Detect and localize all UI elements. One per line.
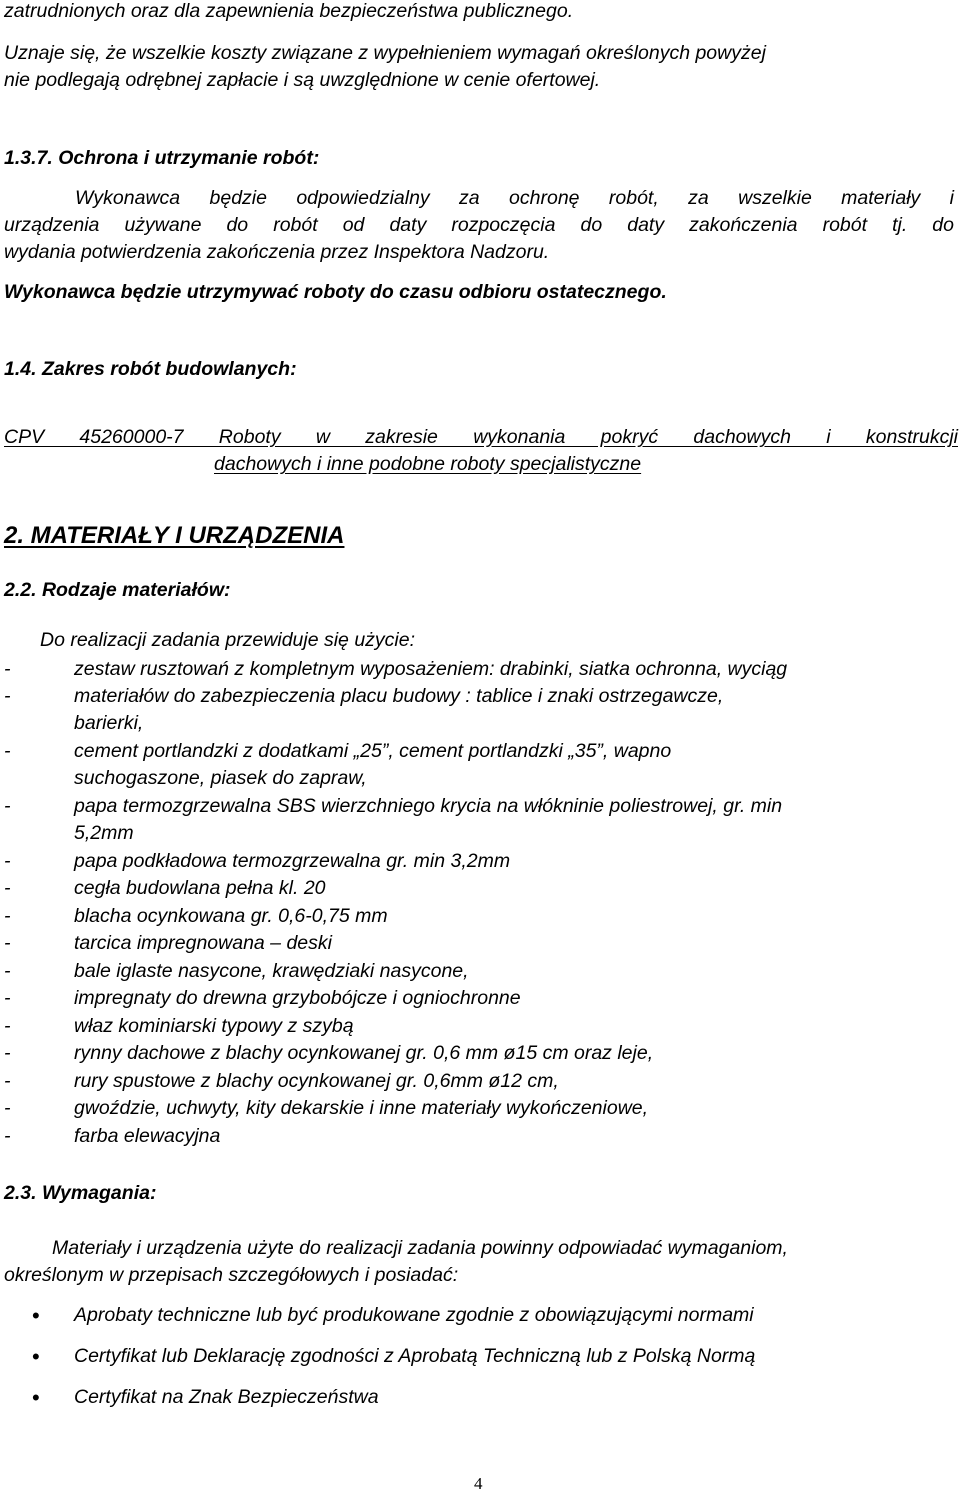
cpv-line: CPV 45260000-7 Roboty w zakresie wykonania pokryć dachowych i konstrukcji (4, 426, 958, 448)
dash: - (4, 1097, 11, 1119)
paragraph-line: określonym w przepisach szczegółowych i posiadać: (4, 1264, 459, 1286)
text-line: nie podlegają odrębnej zapłacie i są uwzględnione w cenie ofertowej. (4, 69, 601, 91)
bullet-icon: • (32, 1385, 40, 1410)
section-heading-1-4: 1.4. Zakres robót budowlanych: (4, 358, 297, 380)
materials-list: - zestaw rusztowań z kompletnym wyposażeniem: drabinki, siatka ochronna, wyciąg - materiałów do zabezpieczenia placu budowy : tablice i znaki ostrzegawcze, barierki, - cement portlandzki z dodatkami „25”, cement portlandzki „35”, wapno suchogaszone, piasek do zapraw, - papa termozgrzewalna SBS wierzchniego krycia na włókninie poliestrowej, gr. min 5,2mm - papa podkładowa termozgrzewalna gr. min 3,2mm - cegła budowlana pełna kl. 20 - blacha ocynkowana gr. 0,6-0,75 mm - tarcica impregnowana – deski - bale iglaste nasycone, krawędziaki nasycone, - impregnaty do drewna grzybobójcze i ogniochronne - właz kominiarski typowy z szybą - rynny dachowe z blachy ocynkowanej gr. 0,6 mm ø15 cm oraz leje, - rury spustowe z blachy ocynkowanej gr. 0,6mm ø12 cm, - gwoździe, uchwyty, kity dekarskie i inne materiały wykończeniowe, - farba elewacyjna (0, 656, 960, 1156)
dash: - (4, 877, 11, 899)
requirements-list: • Aprobaty techniczne lub być produkowane zgodnie z obowiązującymi normami • Certyfikat lub Deklarację zgodności z Aprobatą Techniczną lub z Polską Normą • Certyfikat na Znak Bezpieczeństwa (32, 1303, 756, 1410)
dash: - (4, 960, 11, 982)
bullet-icon: • (32, 1303, 40, 1328)
text-line: zatrudnionych oraz dla zapewnienia bezpieczeństwa publicznego. (4, 0, 574, 22)
dash: - (4, 850, 11, 872)
paragraph-line: urządzenia używane do robót od daty rozpoczęcia do daty zakończenia robót tj. do (4, 214, 954, 236)
bullet-icon: • (32, 1344, 40, 1369)
dash: - (4, 740, 11, 762)
paragraph-line: wydania potwierdzenia zakończenia przez Inspektora Nadzoru. (4, 241, 550, 263)
section-heading-2-2: 2.2. Rodzaje materiałów: (4, 579, 231, 601)
dash: - (4, 1015, 11, 1037)
section-heading-1-3-7: 1.3.7. Ochrona i utrzymanie robót: (4, 147, 320, 169)
paragraph-line: Wykonawca będzie odpowiedzialny za ochronę robót, za wszelkie materiały i (75, 187, 954, 209)
chapter-heading: 2. MATERIAŁY I URZĄDZENIA (4, 522, 345, 549)
cpv-line: dachowych i inne podobne roboty specjalistyczne (214, 453, 642, 475)
page-number: 4 (474, 1474, 483, 1493)
dash: - (4, 658, 11, 680)
text-line: Uznaje się, że wszelkie koszty związane z wypełnieniem wymagań określonych powyżej (4, 42, 766, 64)
dash: - (4, 1042, 11, 1064)
bold-statement: Wykonawca będzie utrzymywać roboty do czasu odbioru ostatecznego. (4, 281, 667, 303)
dash: - (4, 932, 11, 954)
dash: - (4, 1125, 11, 1147)
paragraph-line: Materiały i urządzenia użyte do realizacji zadania powinny odpowiadać wymaganiom, (52, 1237, 788, 1259)
dash: - (4, 795, 11, 817)
dash: - (4, 905, 11, 927)
list-intro: Do realizacji zadania przewiduje się użycie: (40, 629, 416, 651)
dash: - (4, 987, 11, 1009)
dash: - (4, 685, 11, 707)
dash: - (4, 1070, 11, 1092)
section-heading-2-3: 2.3. Wymagania: (4, 1182, 157, 1204)
